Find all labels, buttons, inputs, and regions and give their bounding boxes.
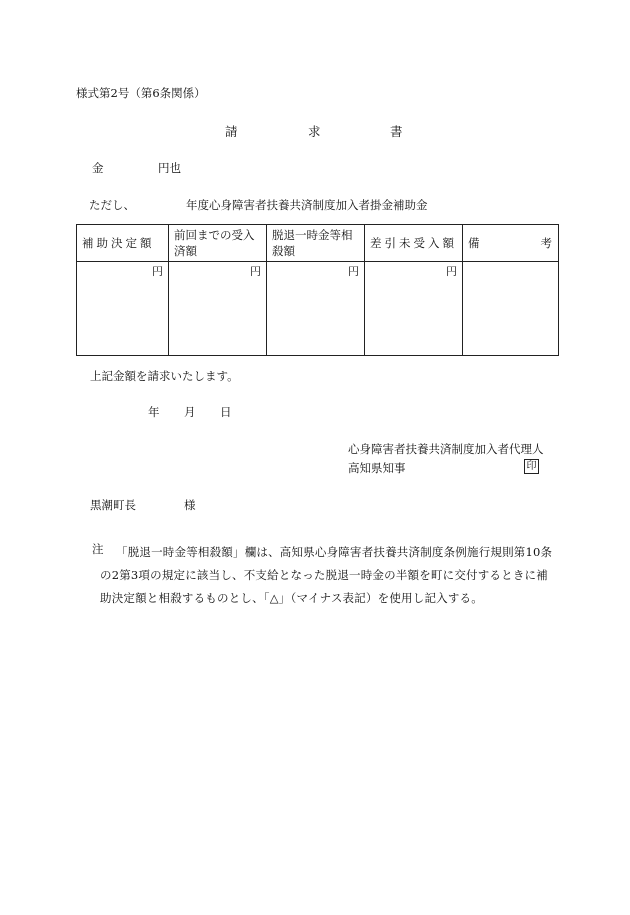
date-month-label: 月	[184, 405, 196, 419]
date-year-label: 年	[148, 405, 160, 419]
cell-subsidy-decided-amount[interactable]	[77, 262, 169, 356]
cell-remaining-unreceived-amount[interactable]	[365, 262, 463, 356]
header-remaining-unreceived-amount: 差引未受入額	[365, 225, 463, 262]
addressee-name: 黒潮町長	[90, 498, 136, 512]
date-day-label: 日	[220, 405, 232, 419]
header-remarks-char-1: 備	[468, 236, 480, 250]
addressee-honorific: 様	[184, 498, 196, 512]
proviso-subject: 年度心身障害者扶養共済制度加入者掛金補助金	[186, 198, 428, 212]
header-remarks-char-2: 考	[540, 236, 552, 250]
document-title-char-1: 請	[225, 124, 238, 139]
yen-unit: 円	[446, 265, 457, 278]
header-subsidy-decided-amount: 補助決定額	[77, 225, 169, 262]
document-title-char-2: 求	[308, 124, 321, 139]
amount-suffix: 円也	[158, 161, 181, 175]
yen-unit: 円	[250, 265, 261, 278]
claim-table-header-row	[77, 225, 559, 262]
claimant-name: 高知県知事	[348, 461, 406, 475]
cell-withdrawal-offset-amount[interactable]	[267, 262, 365, 356]
cell-previously-received-amount[interactable]	[169, 262, 267, 356]
seal-mark: 印	[524, 459, 539, 474]
closing-statement: 上記金額を請求いたします。	[90, 369, 239, 383]
header-previously-received-amount: 前回までの受入済額	[169, 225, 267, 262]
yen-unit: 円	[348, 265, 359, 278]
header-withdrawal-offset-amount: 脱退一時金等相殺額	[267, 225, 365, 262]
note-label: 注	[92, 542, 104, 556]
yen-unit: 円	[152, 265, 163, 278]
claim-table	[76, 224, 559, 356]
cell-remarks[interactable]	[463, 262, 559, 356]
header-remarks	[463, 225, 559, 262]
form-number: 様式第2号（第6条関係）	[76, 86, 206, 100]
claimant-title: 心身障害者扶養共済制度加入者代理人	[348, 442, 544, 456]
document-title-char-3: 書	[390, 124, 403, 139]
proviso-prefix: ただし、	[89, 198, 135, 212]
amount-label: 金	[92, 161, 104, 175]
note-text: 「脱退一時金等相殺額」欄は、高知県心身障害者扶養共済制度条例施行規則第10条の2第3項の規定に該当し、不支給となった脱退一時金の半額を町に交付するときに補助決定額と相殺するものとし、「△」（マイナス表記）を使用し記入する。	[100, 545, 553, 605]
claim-table-row	[77, 262, 559, 356]
